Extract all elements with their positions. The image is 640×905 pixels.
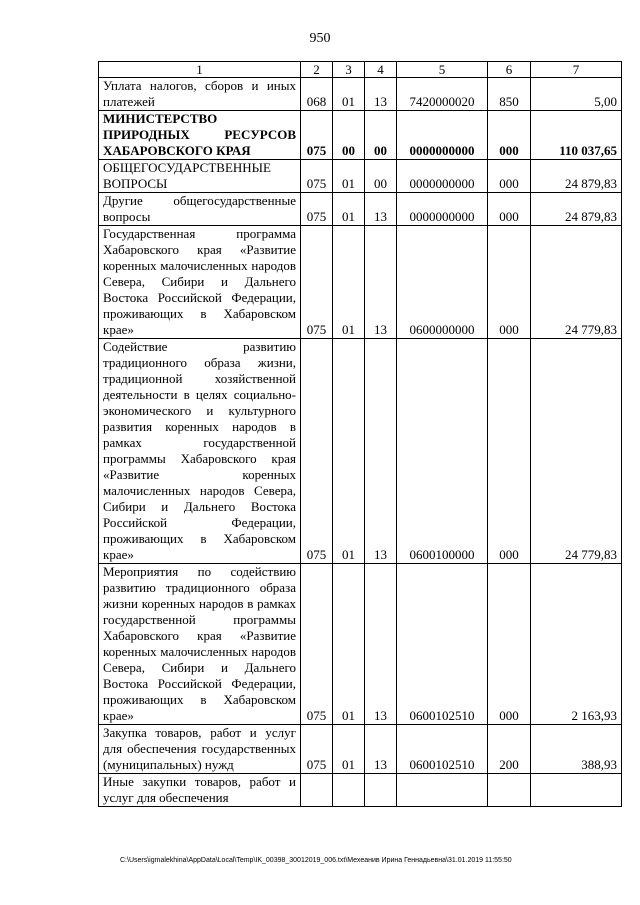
table-row: [99, 226, 622, 339]
row-name: Государственная программа Хабаровского края «Развитие коренных малочисленных народов Севера, Сибири и Дальнего Востока Российской Федерации, проживающих в Хабаровском крае»: [99, 226, 301, 339]
row-name: ОБЩЕГОСУДАРСТВЕННЫЕ ВОПРОСЫ: [99, 160, 301, 193]
row-amount: 5,00: [531, 78, 622, 111]
row-name: Мероприятия по содействию развитию традиционного образа жизни коренных народов в рамках государственной программы Хабаровского края «Развитие коренных малочисленных народов Севера, Сибири и Дальнего Востока Российской Федерации, проживающих в Хабаровском крае»: [99, 564, 301, 725]
table-row: [99, 339, 622, 564]
row-subsection: 13: [365, 564, 397, 725]
row-subsection: 13: [365, 193, 397, 226]
row-ministry-code: 075: [301, 564, 333, 725]
row-expense-type: 000: [488, 564, 531, 725]
row-target-article: 0000000000: [397, 111, 488, 160]
row-name: Другие общегосударственные вопросы: [99, 193, 301, 226]
table-row: [99, 193, 622, 226]
row-amount: 388,93: [531, 725, 622, 774]
row-ministry-code: 075: [301, 226, 333, 339]
row-section: 01: [333, 339, 365, 564]
table-row: [99, 78, 622, 111]
row-expense-type: 200: [488, 725, 531, 774]
row-subsection: 13: [365, 226, 397, 339]
row-section: 01: [333, 725, 365, 774]
row-target-article: 0000000000: [397, 193, 488, 226]
row-ministry-code: 075: [301, 339, 333, 564]
row-target-article: 7420000020: [397, 78, 488, 111]
row-amount: 24 779,83: [531, 226, 622, 339]
row-section: 01: [333, 193, 365, 226]
row-section: 01: [333, 78, 365, 111]
row-amount: 2 163,93: [531, 564, 622, 725]
header-row: [99, 62, 622, 78]
row-ministry-code: 068: [301, 78, 333, 111]
row-target-article: 0000000000: [397, 160, 488, 193]
row-target-article: 0600100000: [397, 339, 488, 564]
footer-file-path: C:\Users\igmalekhina\AppData\Local\Temp\IK_00398_30012019_006.txt\Мехеанив Ирина Геннадьевна\31.01.2019 11:55:50: [120, 857, 512, 864]
row-expense-type: 000: [488, 339, 531, 564]
row-section: 01: [333, 564, 365, 725]
row-target-article: 0600102510: [397, 725, 488, 774]
header-cell: 6: [488, 62, 531, 78]
row-name: Закупка товаров, работ и услуг для обеспечения государственных (муниципальных) нужд: [99, 725, 301, 774]
row-ministry-code: 075: [301, 193, 333, 226]
row-name: Содействие развитию традиционного образа жизни, традиционной хозяйственной деятельности в целях социально-экономического и культурного развития коренных народов в рамках государственной программы Хабаровского края «Развитие коренных малочисленных народов Севера, Сибири и Дальнего Востока Российской Федерации, проживающих в Хабаровском крае»: [99, 339, 301, 564]
header-cell: 3: [333, 62, 365, 78]
row-target-article: [397, 774, 488, 807]
row-amount: 24 879,83: [531, 160, 622, 193]
row-amount: 110 037,65: [531, 111, 622, 160]
row-section: 01: [333, 160, 365, 193]
row-ministry-code: [301, 774, 333, 807]
row-section: [333, 774, 365, 807]
row-section: 01: [333, 226, 365, 339]
row-target-article: 0600000000: [397, 226, 488, 339]
row-amount: 24 779,83: [531, 339, 622, 564]
row-name: Уплата налогов, сборов и иных платежей: [99, 78, 301, 111]
row-expense-type: 850: [488, 78, 531, 111]
row-ministry-code: 075: [301, 111, 333, 160]
row-subsection: 13: [365, 339, 397, 564]
header-cell: 5: [397, 62, 488, 78]
row-subsection: 00: [365, 111, 397, 160]
row-name: Иные закупки товаров, работ и услуг для обеспечения: [99, 774, 301, 807]
budget-table: [98, 61, 622, 807]
row-section: 00: [333, 111, 365, 160]
row-amount: 24 879,83: [531, 193, 622, 226]
row-subsection: 13: [365, 725, 397, 774]
row-target-article: 0600102510: [397, 564, 488, 725]
row-subsection: 13: [365, 78, 397, 111]
row-expense-type: 000: [488, 111, 531, 160]
header-cell: 7: [531, 62, 622, 78]
table-row: [99, 774, 622, 807]
row-subsection: [365, 774, 397, 807]
header-cell: 2: [301, 62, 333, 78]
row-name: МИНИСТЕРСТВО ПРИРОДНЫХ РЕСУРСОВ ХАБАРОВСКОГО КРАЯ: [99, 111, 301, 160]
table-row: [99, 725, 622, 774]
row-amount: [531, 774, 622, 807]
table-row: [99, 160, 622, 193]
row-expense-type: 000: [488, 160, 531, 193]
table-row: [99, 111, 622, 160]
row-expense-type: 000: [488, 226, 531, 339]
table-row: [99, 564, 622, 725]
row-ministry-code: 075: [301, 725, 333, 774]
row-subsection: 00: [365, 160, 397, 193]
page-number: 950: [309, 31, 331, 46]
header-cell: 1: [99, 62, 301, 78]
row-expense-type: 000: [488, 193, 531, 226]
row-ministry-code: 075: [301, 160, 333, 193]
row-expense-type: [488, 774, 531, 807]
header-cell: 4: [365, 62, 397, 78]
